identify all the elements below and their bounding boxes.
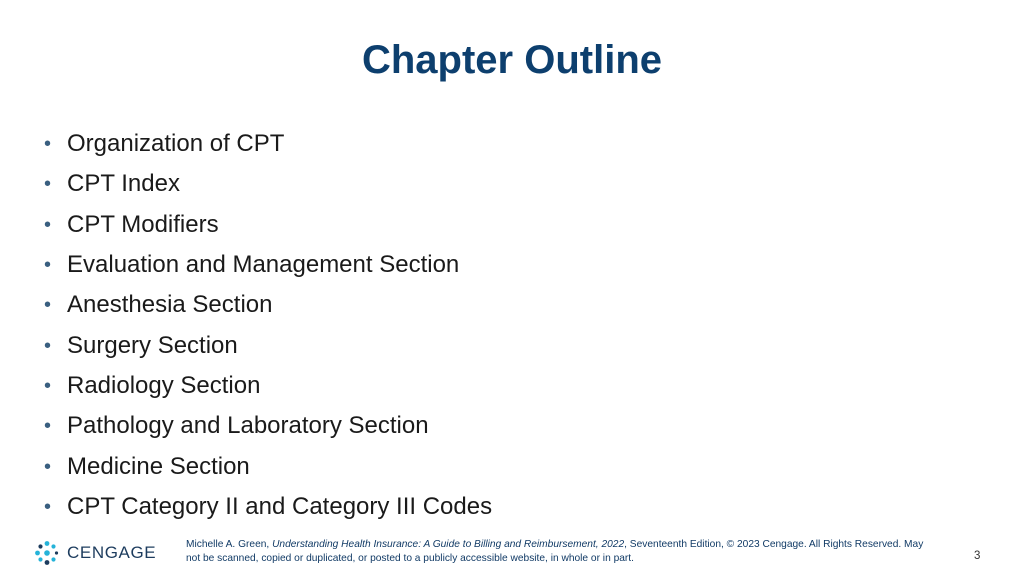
list-item-text: CPT Modifiers bbox=[67, 210, 219, 238]
list-item bbox=[44, 285, 492, 325]
list-item bbox=[44, 205, 492, 245]
list-item bbox=[44, 366, 492, 406]
list-item-text: Medicine Section bbox=[67, 452, 250, 480]
list-item-text: Radiology Section bbox=[67, 371, 261, 399]
list-item bbox=[44, 325, 492, 365]
bullet-icon: • bbox=[44, 334, 52, 357]
bullet-icon: • bbox=[44, 133, 52, 156]
list-item bbox=[44, 487, 492, 527]
list-item bbox=[44, 164, 492, 204]
bullet-icon: • bbox=[44, 374, 52, 397]
footer-book-title: Understanding Health Insurance: A Guide to Billing and Reimbursement, 2022 bbox=[272, 539, 625, 550]
copyright-footer bbox=[186, 538, 931, 565]
list-item-text: Surgery Section bbox=[67, 331, 238, 359]
footer-rights: , Seventeenth Edition, © 2023 Cengage. All Rights Reserved. May not be scanned, copied or duplicated, or posted to a publicly accessible website, in whole or in part. bbox=[186, 539, 924, 564]
footer-author: Michelle A. Green, bbox=[186, 539, 273, 550]
bullet-icon: • bbox=[44, 495, 52, 518]
bullet-icon: • bbox=[44, 455, 52, 478]
list-item bbox=[44, 446, 492, 486]
bullet-icon: • bbox=[44, 415, 52, 438]
list-item-text: Pathology and Laboratory Section bbox=[67, 412, 429, 440]
cengage-logo bbox=[34, 540, 156, 566]
list-item-text: Organization of CPT bbox=[67, 130, 285, 158]
list-item bbox=[44, 245, 492, 285]
list-item-text: Evaluation and Management Section bbox=[67, 251, 460, 279]
list-item-text: Anesthesia Section bbox=[67, 291, 273, 319]
list-item bbox=[44, 406, 492, 446]
bullet-icon: • bbox=[44, 173, 52, 196]
bullet-icon: • bbox=[44, 294, 52, 317]
list-item bbox=[44, 124, 492, 164]
outline-list bbox=[44, 124, 492, 527]
logo-text: CENGAGE bbox=[67, 543, 157, 562]
list-item-text: CPT Index bbox=[67, 170, 180, 198]
bullet-icon: • bbox=[44, 213, 52, 236]
list-item-text: CPT Category II and Category III Codes bbox=[67, 492, 493, 520]
cengage-logo-icon bbox=[34, 540, 60, 566]
slide-title: Chapter Outline bbox=[361, 38, 663, 82]
page-number: 3 bbox=[974, 550, 981, 562]
bullet-icon: • bbox=[44, 254, 52, 277]
